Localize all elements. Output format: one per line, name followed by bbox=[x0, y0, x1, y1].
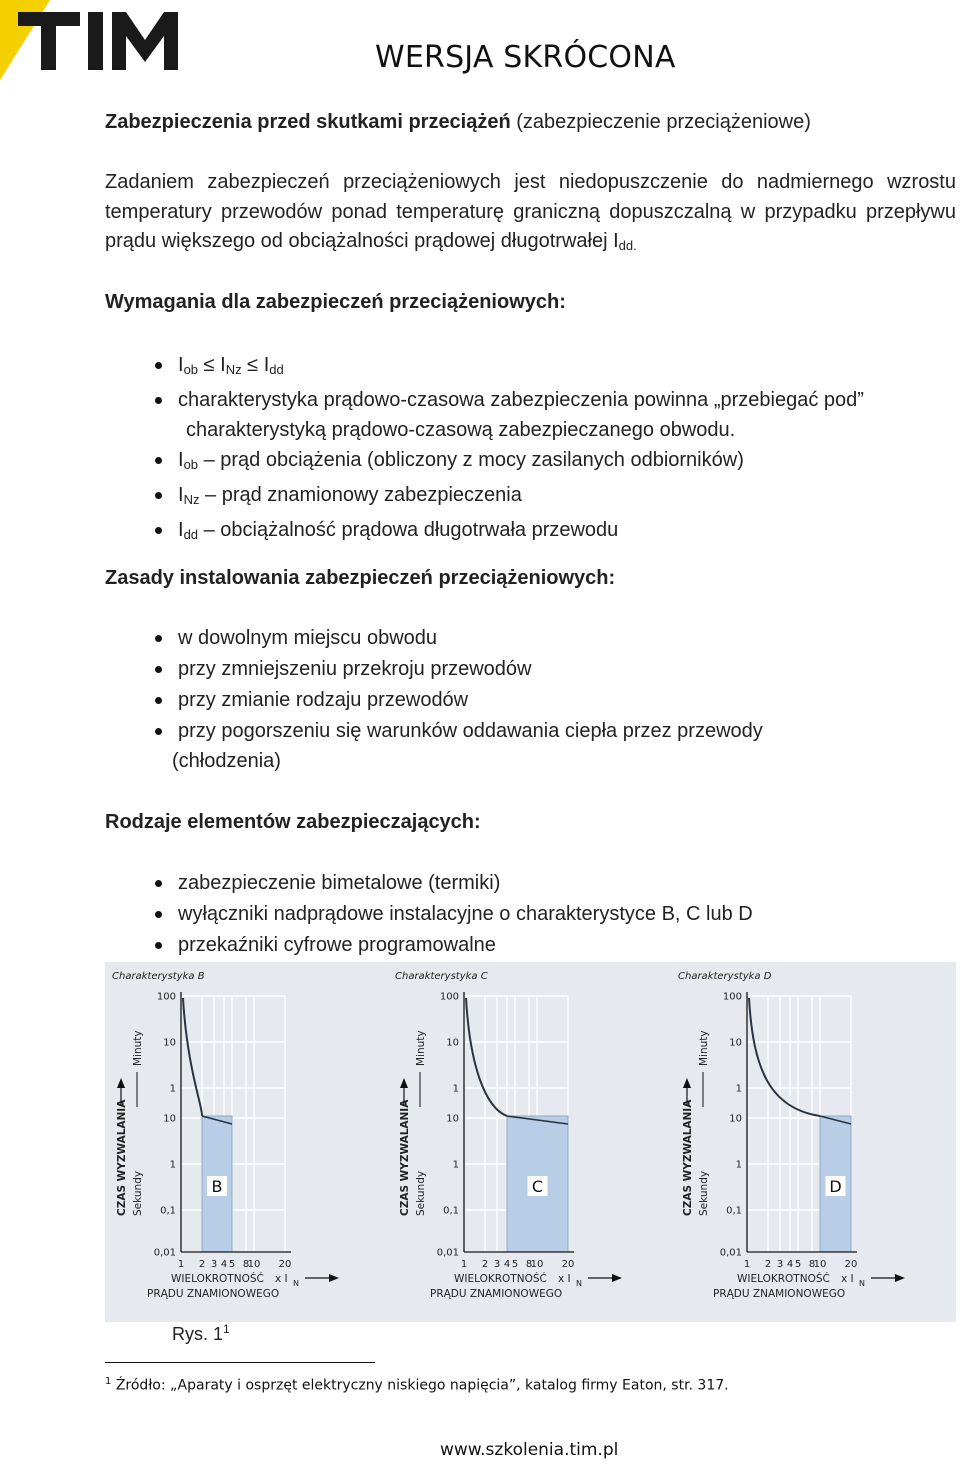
list-item: zabezpieczenie bimetalowe (termiki) bbox=[0, 868, 960, 899]
trip-curve bbox=[466, 998, 507, 1116]
elements-list bbox=[0, 868, 960, 961]
x-tick-label: 2 bbox=[198, 1259, 206, 1270]
x-tick-label: 20 bbox=[844, 1259, 858, 1270]
y-tick-label: 10 bbox=[446, 1037, 459, 1049]
footer-url: www.szkolenia.tim.pl bbox=[440, 1440, 619, 1460]
x-tick-label: 5 bbox=[228, 1259, 236, 1270]
page-title: WERSJA SKRÓCONA bbox=[375, 40, 676, 75]
x-axis-unit: x I bbox=[558, 1273, 571, 1285]
y-axis-title: CZAS WYZWALANIA bbox=[116, 1099, 128, 1216]
requirements-list bbox=[0, 350, 960, 550]
x-axis-unit: x I bbox=[275, 1273, 288, 1285]
list-item-formula: $I_{ob} \le I_{Nz} \le I_{dd}$ bbox=[0, 350, 960, 385]
y-axis-seconds: Sekundy bbox=[132, 1170, 144, 1216]
list-item: charakterystyka prądowo-czasowa zabezpieczenia powinna „przebiegać pod” bbox=[0, 385, 960, 416]
list-item: przy zmniejszeniu przekroju przewodów bbox=[0, 654, 960, 685]
installation-heading: Zasady instalowania zabezpieczeń przeciążeniowych: bbox=[105, 567, 616, 589]
section-title-bold: Zabezpieczenia przed skutkami przeciążeń bbox=[105, 111, 511, 133]
x-tick-label: 3 bbox=[776, 1259, 784, 1270]
y-tick-label: 1 bbox=[452, 1159, 459, 1171]
x-axis-title-line2: PRĄDU ZNAMIONOWEGO bbox=[713, 1288, 846, 1300]
y-tick-label: 100 bbox=[156, 991, 176, 1003]
list-item-continuation: charakterystyką prądowo-czasową zabezpieczanego obwodu. bbox=[186, 419, 736, 441]
list-item: w dowolnym miejscu obwodu bbox=[0, 623, 960, 654]
footnote-separator bbox=[105, 1362, 375, 1363]
y-axis-arrow-head bbox=[400, 1078, 408, 1088]
logo-letter-i bbox=[88, 12, 103, 70]
trip-curve bbox=[183, 998, 202, 1116]
list-item: przy pogorszeniu się warunków oddawania ciepła przez przewody bbox=[0, 716, 960, 747]
x-axis-arrow-head bbox=[895, 1274, 905, 1282]
x-tick-label: 20 bbox=[561, 1259, 575, 1270]
y-tick-label: 10 bbox=[446, 1113, 459, 1125]
list-item-definition: $I_{Nz}$ – prąd znamionowy zabezpieczenia bbox=[0, 480, 960, 515]
y-tick-label: 0,01 bbox=[719, 1247, 742, 1259]
panel-title: Charakterystyka C bbox=[395, 971, 488, 982]
y-axis-seconds: Sekundy bbox=[698, 1170, 710, 1216]
x-tick-label: 8 bbox=[242, 1259, 250, 1270]
x-tick-label: 3 bbox=[210, 1259, 218, 1270]
band-letter: D bbox=[829, 1177, 842, 1196]
y-axis-arrow-head bbox=[117, 1078, 125, 1088]
y-tick-label: 100 bbox=[722, 991, 742, 1003]
x-tick-label: 20 bbox=[278, 1259, 292, 1270]
list-item: przekaźniki cyfrowe programowalne bbox=[0, 930, 960, 961]
logo-letter-m bbox=[112, 12, 178, 70]
x-tick-label: 1 bbox=[177, 1259, 185, 1270]
y-tick-label: 0,01 bbox=[153, 1247, 176, 1259]
requirements-heading: Wymagania dla zabezpieczeń przeciążeniowych: bbox=[105, 291, 566, 313]
section-title-rest: (zabezpieczenie przeciążeniowe) bbox=[510, 111, 811, 133]
panel-title: Charakterystyka D bbox=[678, 971, 772, 982]
y-tick-label: 10 bbox=[163, 1113, 176, 1125]
y-axis-seconds: Sekundy bbox=[415, 1170, 427, 1216]
x-axis-unit-sub: N bbox=[576, 1279, 582, 1288]
x-tick-label: 5 bbox=[794, 1259, 802, 1270]
y-tick-label: 0,1 bbox=[443, 1205, 459, 1217]
panel-title: Charakterystyka B bbox=[112, 971, 205, 982]
x-axis-title-line1: WIELOKROTNOŚĆ bbox=[454, 1273, 547, 1285]
y-axis-arrow-head bbox=[683, 1078, 691, 1088]
figure-caption: Rys. $1^1$ bbox=[172, 1322, 230, 1344]
logo-letter-t-stem bbox=[41, 12, 56, 70]
list-item-definition: $I_{dd}$ – obciążalność prądowa długotrwała przewodu bbox=[0, 515, 960, 550]
y-tick-label: 1 bbox=[735, 1159, 742, 1171]
list-item: przy zmianie rodzaju przewodów bbox=[0, 685, 960, 716]
x-tick-label: 1 bbox=[743, 1259, 751, 1270]
y-tick-label: 0,01 bbox=[436, 1247, 459, 1259]
x-tick-label: 4 bbox=[220, 1259, 228, 1270]
x-axis-unit: x I bbox=[841, 1273, 854, 1285]
y-tick-label: 10 bbox=[163, 1037, 176, 1049]
x-axis-title-line2: PRĄDU ZNAMIONOWEGO bbox=[147, 1288, 280, 1300]
x-axis-arrow-head bbox=[329, 1274, 339, 1282]
tim-logo bbox=[0, 0, 190, 90]
x-tick-label: 5 bbox=[511, 1259, 519, 1270]
y-axis-minutes: Minuty bbox=[132, 1030, 144, 1066]
footnote: $^1$ Źródło: „Aparaty i osprzęt elektryczny niskiego napięcia”, katalog firmy Eaton, str. 317. bbox=[105, 1376, 729, 1394]
x-tick-label: 8 bbox=[525, 1259, 533, 1270]
x-tick-label: 4 bbox=[786, 1259, 794, 1270]
idd-sub: dd. bbox=[618, 238, 637, 253]
elements-heading: Rodzaje elementów zabezpieczających: bbox=[105, 811, 481, 833]
y-axis-title: CZAS WYZWALANIA bbox=[682, 1099, 694, 1216]
y-tick-label: 1 bbox=[169, 1159, 176, 1171]
x-tick-label: 3 bbox=[493, 1259, 501, 1270]
y-axis-title: CZAS WYZWALANIA bbox=[399, 1099, 411, 1216]
installation-list bbox=[0, 623, 960, 776]
idd-symbol: I bbox=[613, 230, 619, 252]
intro-text: Zadaniem zabezpieczeń przeciążeniowych jest niedopuszczenie do nadmiernego wzrostu temperatury przewodów ponad temperaturę graniczną dopuszczalną w przypadku przepływu prądu większego od obciążalności prądowej długotrwałej bbox=[105, 171, 956, 252]
list-item-continuation: (chłodzenia) bbox=[172, 750, 281, 772]
trip-characteristics-svg bbox=[105, 962, 956, 1322]
x-axis-title-line1: WIELOKROTNOŚĆ bbox=[737, 1273, 830, 1285]
section-title bbox=[105, 108, 956, 138]
y-axis-minutes: Minuty bbox=[698, 1030, 710, 1066]
x-tick-label: 2 bbox=[764, 1259, 772, 1270]
y-tick-label: 0,1 bbox=[726, 1205, 742, 1217]
x-tick-label: 10 bbox=[530, 1259, 544, 1270]
y-axis-minutes: Minuty bbox=[415, 1030, 427, 1066]
band-letter: B bbox=[211, 1177, 223, 1196]
x-axis-title-line1: WIELOKROTNOŚĆ bbox=[171, 1273, 264, 1285]
x-axis-unit-sub: N bbox=[293, 1279, 299, 1288]
trip-curve bbox=[749, 998, 820, 1116]
y-tick-label: 0,1 bbox=[160, 1205, 176, 1217]
y-tick-label: 1 bbox=[169, 1083, 176, 1095]
x-tick-label: 4 bbox=[503, 1259, 511, 1270]
y-tick-label: 10 bbox=[729, 1037, 742, 1049]
y-tick-label: 100 bbox=[439, 991, 459, 1003]
list-item: wyłączniki nadprądowe instalacyjne o charakterystyce B, C lub D bbox=[0, 899, 960, 930]
x-axis-arrow-head bbox=[612, 1274, 622, 1282]
intro-paragraph bbox=[105, 168, 956, 261]
x-tick-label: 1 bbox=[460, 1259, 468, 1270]
x-tick-label: 10 bbox=[247, 1259, 261, 1270]
y-tick-label: 1 bbox=[735, 1083, 742, 1095]
band-letter: C bbox=[531, 1177, 544, 1196]
x-axis-unit-sub: N bbox=[859, 1279, 865, 1288]
x-tick-label: 8 bbox=[808, 1259, 816, 1270]
x-tick-label: 10 bbox=[813, 1259, 827, 1270]
x-tick-label: 2 bbox=[481, 1259, 489, 1270]
x-axis-title-line2: PRĄDU ZNAMIONOWEGO bbox=[430, 1288, 563, 1300]
trip-characteristics-figure bbox=[105, 962, 956, 1322]
y-tick-label: 1 bbox=[452, 1083, 459, 1095]
y-tick-label: 10 bbox=[729, 1113, 742, 1125]
list-item-definition: $I_{ob}$ – prąd obciążenia (obliczony z mocy zasilanych odbiorników) bbox=[0, 445, 960, 480]
